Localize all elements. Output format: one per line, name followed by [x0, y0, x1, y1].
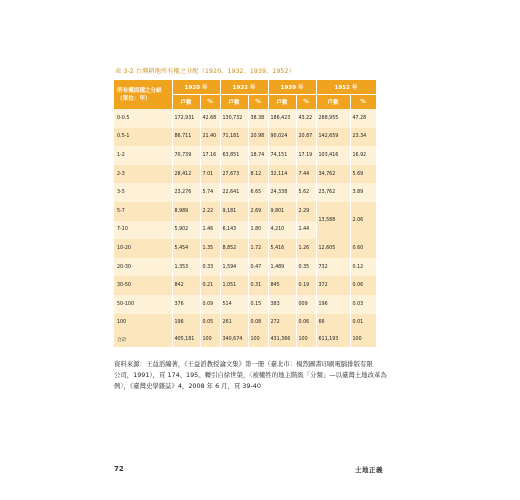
table-row — [114, 276, 376, 295]
cell: 20.98 — [248, 128, 268, 147]
year-header-1920: 1920 年 — [172, 80, 220, 95]
row-header-label — [114, 80, 172, 109]
cell: 17.19 — [296, 146, 316, 165]
cell: 9,181 — [220, 202, 248, 221]
cell: 842 — [172, 276, 200, 295]
cell: 261 — [220, 314, 248, 333]
subheader-percent: % — [248, 95, 268, 110]
cell: 34,762 — [316, 165, 350, 184]
table-row — [114, 258, 376, 277]
cell: 1.72 — [248, 239, 268, 258]
cell: 405,181 — [172, 332, 200, 347]
cell: 288,955 — [316, 109, 350, 128]
cell: 16.92 — [350, 146, 376, 165]
cell: 38.38 — [248, 109, 268, 128]
cell: 42.68 — [200, 109, 220, 128]
cell: 9,801 — [268, 202, 296, 221]
cell: 0.21 — [200, 276, 220, 295]
cell: 514 — [220, 295, 248, 314]
table-row — [114, 128, 376, 147]
row-header-line2: （單位：甲） — [117, 95, 151, 102]
cell: 1,353 — [172, 258, 200, 277]
cell: 5.62 — [296, 183, 316, 202]
source-line: 例〉，《臺灣史學雜誌》4，2008 年 6 月，頁 39-40 — [114, 381, 261, 390]
subheader-percent: % — [350, 95, 376, 110]
cell: 0.06 — [296, 314, 316, 333]
cell: 1,594 — [220, 258, 248, 277]
cell: 130,732 — [220, 109, 248, 128]
year-header-1932: 1932 年 — [220, 80, 268, 95]
area-range: 30-50 — [114, 276, 172, 295]
table-row — [114, 165, 376, 184]
cell: 23.34 — [350, 128, 376, 147]
cell: 18.74 — [248, 146, 268, 165]
cell: 845 — [268, 276, 296, 295]
cell: 74,151 — [268, 146, 296, 165]
cell: 1.35 — [200, 239, 220, 258]
cell: 1.44 — [296, 221, 316, 240]
subheader-percent: % — [296, 95, 316, 110]
table-caption: 表 3-2 台灣耕地所有權之分配（1920、1932、1939、1952） — [115, 68, 295, 75]
table-row — [114, 146, 376, 165]
cell: 0.60 — [350, 239, 376, 258]
year-header-1952: 1952 年 — [316, 80, 376, 95]
cell: 32,114 — [268, 165, 296, 184]
cell: 376 — [172, 295, 200, 314]
table-row — [114, 109, 376, 128]
land-ownership-table — [114, 80, 377, 347]
cell: 732 — [316, 258, 350, 277]
cell: 2.29 — [296, 202, 316, 221]
cell: 0.06 — [350, 276, 376, 295]
cell: 70,739 — [172, 146, 200, 165]
cell: 142,659 — [316, 128, 350, 147]
cell: 431,366 — [268, 332, 296, 347]
cell: 0.08 — [248, 314, 268, 333]
cell: 172,931 — [172, 109, 200, 128]
year-header-1939: 1939 年 — [268, 80, 316, 95]
cell: 43.22 — [296, 109, 316, 128]
cell: 196 — [316, 295, 350, 314]
cell: 63,851 — [220, 146, 248, 165]
running-title: 土地正義 — [355, 466, 383, 474]
cell: 7.01 — [200, 165, 220, 184]
cell: 100 — [200, 332, 220, 347]
area-range: 0.5-1 — [114, 128, 172, 147]
cell: 90,024 — [268, 128, 296, 147]
cell: 0.31 — [248, 276, 268, 295]
cell: 100 — [350, 332, 376, 347]
source-line: 資料來源：王益滔編著，《王益滔教授論文集》第一冊（臺北市：楊烈圖書印刷電腦排版有限 — [114, 360, 373, 368]
subheader-percent: % — [200, 95, 220, 110]
cell: 0.05 — [200, 314, 220, 333]
area-range: 10-20 — [114, 239, 172, 258]
cell: 1.46 — [200, 221, 220, 240]
cell: 6,143 — [220, 221, 248, 240]
table-row — [114, 202, 376, 221]
cell: 86,711 — [172, 128, 200, 147]
area-range: 5-7 — [114, 202, 172, 221]
cell: 611,193 — [316, 332, 350, 347]
row-header-line1: 所有權面積之分級 — [117, 87, 162, 94]
cell: 8.12 — [248, 165, 268, 184]
table-row — [114, 295, 376, 314]
subheader-households: 戶數 — [220, 95, 248, 110]
cell: 0.03 — [350, 295, 376, 314]
cell: 372 — [316, 276, 350, 295]
area-range: 20-30 — [114, 258, 172, 277]
cell: 100 — [296, 332, 316, 347]
cell: 383 — [268, 295, 296, 314]
source-line: 公司，1991），頁 174、195。轉引自徐世榮，〈被犧牲的地主階級「分類」—以臺灣土地改革為 — [114, 370, 387, 379]
cell: 100 — [248, 332, 268, 347]
cell: 21.40 — [200, 128, 220, 147]
cell: 24,338 — [268, 183, 296, 202]
area-range: 0-0.5 — [114, 109, 172, 128]
cell: 5,454 — [172, 239, 200, 258]
cell: 6.65 — [248, 183, 268, 202]
cell: 66 — [316, 314, 350, 333]
cell: 009 — [296, 295, 316, 314]
area-range: 3-5 — [114, 183, 172, 202]
cell: 22,641 — [220, 183, 248, 202]
table-row — [114, 314, 376, 333]
cell: 7.44 — [296, 165, 316, 184]
cell: 186,423 — [268, 109, 296, 128]
area-range: 2-3 — [114, 165, 172, 184]
cell: 272 — [268, 314, 296, 333]
area-range: 100 — [114, 314, 172, 333]
cell: 8,852 — [220, 239, 248, 258]
table-total-row — [114, 332, 376, 347]
cell: 5.74 — [200, 183, 220, 202]
table-row — [114, 183, 376, 202]
cell: 340,674 — [220, 332, 248, 347]
cell: 17.16 — [200, 146, 220, 165]
area-range: 50-100 — [114, 295, 172, 314]
cell: 8,989 — [172, 202, 200, 221]
cell: 3.89 — [350, 183, 376, 202]
subheader-households: 戶數 — [316, 95, 350, 110]
cell: 0.15 — [248, 295, 268, 314]
cell: 4,210 — [268, 221, 296, 240]
cell: 2.69 — [248, 202, 268, 221]
cell: 28,412 — [172, 165, 200, 184]
merged-1952-percent: 2.06 — [350, 202, 376, 239]
cell: 196 — [172, 314, 200, 333]
cell: 0.01 — [350, 314, 376, 333]
cell: 0.19 — [296, 276, 316, 295]
subheader-households: 戶數 — [268, 95, 296, 110]
cell: 20.87 — [296, 128, 316, 147]
cell: 5,416 — [268, 239, 296, 258]
cell: 0.33 — [200, 258, 220, 277]
page-number: 72 — [114, 465, 124, 473]
cell: 0.09 — [200, 295, 220, 314]
cell: 2.22 — [200, 202, 220, 221]
cell: 27,673 — [220, 165, 248, 184]
cell: 103,416 — [316, 146, 350, 165]
cell: 47.28 — [350, 109, 376, 128]
cell: 5.69 — [350, 165, 376, 184]
cell: 5,902 — [172, 221, 200, 240]
cell: 12,605 — [316, 239, 350, 258]
area-range: 1-2 — [114, 146, 172, 165]
cell: 0.12 — [350, 258, 376, 277]
table-row — [114, 239, 376, 258]
area-range: 7-10 — [114, 221, 172, 240]
merged-1952-households: 13,588 — [316, 202, 350, 239]
subheader-households: 戶數 — [172, 95, 200, 110]
cell: 1,489 — [268, 258, 296, 277]
total-label: 合計 — [114, 332, 172, 347]
cell: 71,181 — [220, 128, 248, 147]
cell: 0.47 — [248, 258, 268, 277]
cell: 0.35 — [296, 258, 316, 277]
source-note — [114, 359, 387, 391]
cell: 23,276 — [172, 183, 200, 202]
cell: 1.80 — [248, 221, 268, 240]
cell: 1,051 — [220, 276, 248, 295]
cell: 23,762 — [316, 183, 350, 202]
cell: 1.26 — [296, 239, 316, 258]
